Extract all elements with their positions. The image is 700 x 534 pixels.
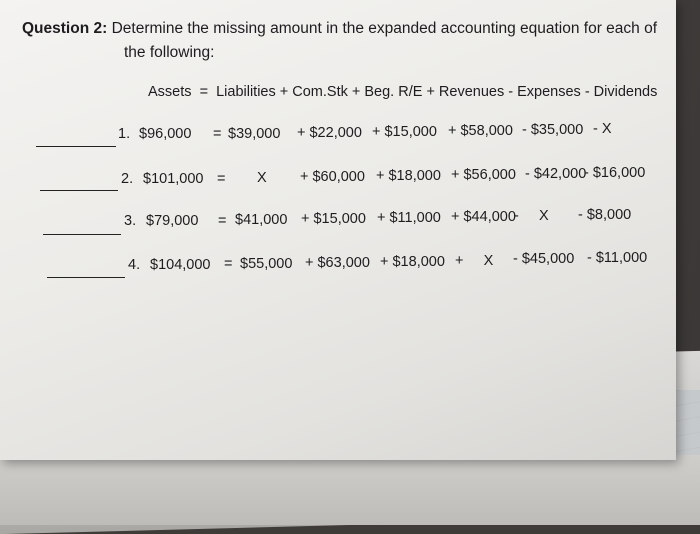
- beg-re-value: + $15,000: [372, 124, 437, 140]
- equals-sign: =: [218, 213, 227, 229]
- equals-sign: =: [213, 126, 222, 142]
- assets-value: $79,000: [146, 213, 199, 229]
- assets-value: $101,000: [143, 171, 204, 187]
- question-text-line1: Determine the missing amount in the expanded accounting equation for each of: [111, 20, 658, 37]
- problem-number: 4.: [128, 257, 141, 273]
- com-stk-value: + $60,000: [300, 169, 365, 185]
- answer-blank[interactable]: [36, 146, 116, 147]
- revenues-value: + X: [455, 253, 494, 269]
- beg-re-value: + $18,000: [376, 168, 441, 184]
- question-text-line2: the following:: [124, 44, 215, 61]
- answer-blank[interactable]: [40, 190, 118, 191]
- expenses-value: - $35,000: [522, 122, 584, 138]
- com-stk-value: + $22,000: [297, 125, 362, 141]
- beg-re-value: + $11,000: [377, 210, 441, 226]
- equals-sign: =: [217, 171, 226, 187]
- dividends-value: - $11,000: [587, 250, 648, 266]
- assets-value: $96,000: [139, 126, 192, 142]
- beg-re-value: + $18,000: [380, 254, 445, 270]
- revenues-value: + $56,000: [451, 167, 516, 183]
- expanded-accounting-equation: Assets = Liabilities + Com.Stk + Beg. R/E + Revenues - Expenses - Dividends: [148, 84, 658, 100]
- dividends-value: - $16,000: [584, 165, 646, 181]
- problem-number: 3.: [124, 213, 137, 229]
- revenues-value: + $58,000: [448, 123, 513, 139]
- liabilities-value: $39,000: [228, 126, 281, 142]
- dividends-value: - X: [593, 121, 612, 137]
- assets-value: $104,000: [150, 257, 211, 273]
- liabilities-value: $55,000: [240, 256, 293, 272]
- problem-number: 2.: [121, 171, 134, 187]
- dividends-value: - $8,000: [578, 207, 632, 223]
- expenses-value: - $42,000: [525, 166, 587, 182]
- com-stk-value: + $15,000: [301, 211, 366, 227]
- question-heading: [22, 17, 672, 65]
- equals-sign: =: [224, 256, 233, 272]
- answer-blank[interactable]: [47, 277, 125, 278]
- expenses-value: - X: [514, 208, 549, 224]
- paper-lower-fold: [0, 455, 700, 525]
- com-stk-value: + $63,000: [305, 255, 370, 271]
- liabilities-value: $41,000: [235, 212, 288, 228]
- question-label: Question 2:: [22, 20, 108, 37]
- liabilities-value: X: [257, 170, 267, 186]
- answer-blank[interactable]: [43, 234, 121, 235]
- problem-number: 1.: [118, 126, 131, 142]
- revenues-value: + $44,000: [451, 209, 516, 225]
- expenses-value: - $45,000: [513, 251, 575, 267]
